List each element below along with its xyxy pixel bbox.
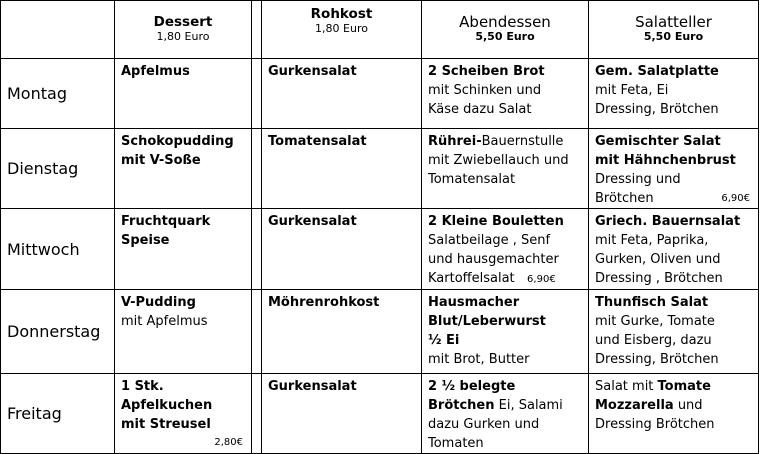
salatteller-cell [589, 129, 759, 209]
dish-line: Salatbeilage , Senf [428, 233, 551, 248]
dessert-cell [115, 290, 252, 374]
dish-line: Tomatensalat [268, 134, 367, 149]
dish-title: 2 Scheiben Brot [428, 64, 545, 79]
rohkost-title: Rohkost [310, 6, 373, 22]
salatteller-cell [589, 374, 759, 454]
dish-line: Dressing, Brötchen [595, 102, 719, 117]
dish-line: und Eisberg, dazu [595, 333, 712, 348]
dish-title: V-Pudding [121, 295, 196, 310]
salatteller-cell [589, 59, 759, 129]
dish-title: Blut/Leberwurst [428, 314, 546, 329]
rohkost-price: 1,80 Euro [315, 22, 368, 35]
day-label: Montag [1, 59, 115, 129]
dish-line: Dressing und [595, 172, 681, 187]
dish-line: mit Brot, Butter [428, 352, 530, 367]
dish-line: Tomatensalat [428, 172, 516, 187]
dessert-title: Dessert [153, 14, 213, 30]
salatteller-title: Salatteller [635, 13, 712, 31]
abendessen-title: Abendessen [459, 13, 551, 31]
dish-line: dazu Gurken und [428, 417, 540, 432]
dish-title-bold: Brötchen [428, 398, 495, 413]
gap-cell [252, 129, 262, 209]
abendessen-cell [422, 129, 589, 209]
dish-line: Speise [121, 233, 170, 248]
dish-line: mit Zwiebellauch und [428, 153, 569, 168]
day-label: Dienstag [1, 129, 115, 209]
dish-title: mit Streusel [121, 417, 211, 432]
dish-line: Gurkensalat [268, 379, 357, 394]
dish-title: 2 Kleine Bouletten [428, 214, 564, 229]
dessert-cell [115, 59, 252, 129]
row-donnerstag [1, 290, 759, 374]
dish-title-bold: Rührei- [428, 134, 482, 149]
gap-cell [252, 1, 262, 59]
corner-cell [1, 1, 115, 59]
dish-line: Gurkensalat [268, 64, 357, 79]
abendessen-cell [422, 59, 589, 129]
dish-title: Hausmacher [428, 295, 520, 310]
dish-line: mit Feta, Ei [595, 83, 669, 98]
salatteller-cell [589, 290, 759, 374]
salatteller-cell [589, 209, 759, 290]
dish-line: Dressing , Brötchen [595, 271, 723, 286]
day-label: Mittwoch [1, 209, 115, 290]
dish-line: Tomaten [428, 436, 484, 451]
dish-line: Brötchen [595, 191, 654, 206]
dish-line: Schokopudding [121, 134, 234, 149]
dish-line: Fruchtquark [121, 214, 211, 229]
dish-title: ½ Ei [428, 333, 460, 348]
row-montag [1, 59, 759, 129]
dish-title-rest: Bauernstulle [481, 134, 564, 149]
dish-title: 2 ½ belegte [428, 379, 516, 394]
dish-line: Dressing Brötchen [595, 417, 715, 432]
dish-title: 1 Stk. [121, 379, 164, 394]
price-tag: 6,90€ [721, 193, 750, 204]
header-dessert [115, 1, 252, 59]
day-label: Donnerstag [1, 290, 115, 374]
price-tag: 2,80€ [214, 437, 243, 448]
rohkost-cell [262, 290, 422, 374]
row-mittwoch [1, 209, 759, 290]
day-label: Freitag [1, 374, 115, 454]
abendessen-cell [422, 374, 589, 454]
rohkost-cell [262, 129, 422, 209]
dish-title: Gem. Salatplatte [595, 64, 719, 79]
abendessen-cell [422, 290, 589, 374]
abendessen-cell [422, 209, 589, 290]
gap-cell [252, 209, 262, 290]
dish-line: mit Feta, Paprika, [595, 233, 709, 248]
dessert-cell [115, 209, 252, 290]
dish-title: mit Hähnchenbrust [595, 153, 736, 168]
dish-plain: Salat mit [595, 379, 658, 394]
rohkost-cell [262, 374, 422, 454]
dish-line: und hausgemachter [428, 252, 559, 267]
gap-cell [252, 59, 262, 129]
dish-line: mit Apfelmus [121, 314, 208, 329]
dish-title: Griech. Bauernsalat [595, 214, 741, 229]
dish-title: Apfelkuchen [121, 398, 213, 413]
header-row [1, 1, 759, 59]
dish-line: Gurken, Oliven und [595, 252, 721, 267]
header-rohkost [262, 1, 422, 59]
dish-title: Thunfisch Salat [595, 295, 709, 310]
dish-line: Käse dazu Salat [428, 102, 532, 117]
dessert-price: 1,80 Euro [156, 30, 210, 43]
price-tag: 6,90€ [527, 274, 556, 285]
dish-line: Dressing, Brötchen [595, 352, 719, 367]
dish-bold: Mozzarella [595, 398, 674, 413]
dish-bold: Tomate [657, 379, 711, 394]
gap-cell [252, 374, 262, 454]
dessert-cell [115, 374, 252, 454]
rohkost-cell [262, 59, 422, 129]
dish-line: Möhrenrohkost [268, 295, 380, 310]
dish-title: Gemischter Salat [595, 134, 721, 149]
dish-line: mit Gurke, Tomate [595, 314, 715, 329]
dish-title-rest: Ei, Salami [494, 398, 563, 413]
dish-line: Kartoffelsalat [428, 271, 515, 286]
salatteller-price: 5,50 Euro [643, 30, 704, 43]
dish-line: mit V-Soße [121, 153, 201, 168]
gap-cell [252, 290, 262, 374]
row-freitag [1, 374, 759, 454]
row-dienstag [1, 129, 759, 209]
dish-plain: und [673, 398, 703, 413]
header-abendessen [422, 1, 589, 59]
dish-line: Gurkensalat [268, 214, 357, 229]
dessert-cell [115, 129, 252, 209]
abendessen-price: 5,50 Euro [475, 30, 535, 43]
header-salatteller [589, 1, 759, 59]
rohkost-cell [262, 209, 422, 290]
dish-line: Apfelmus [121, 64, 190, 79]
dish-line: mit Schinken und [428, 83, 542, 98]
